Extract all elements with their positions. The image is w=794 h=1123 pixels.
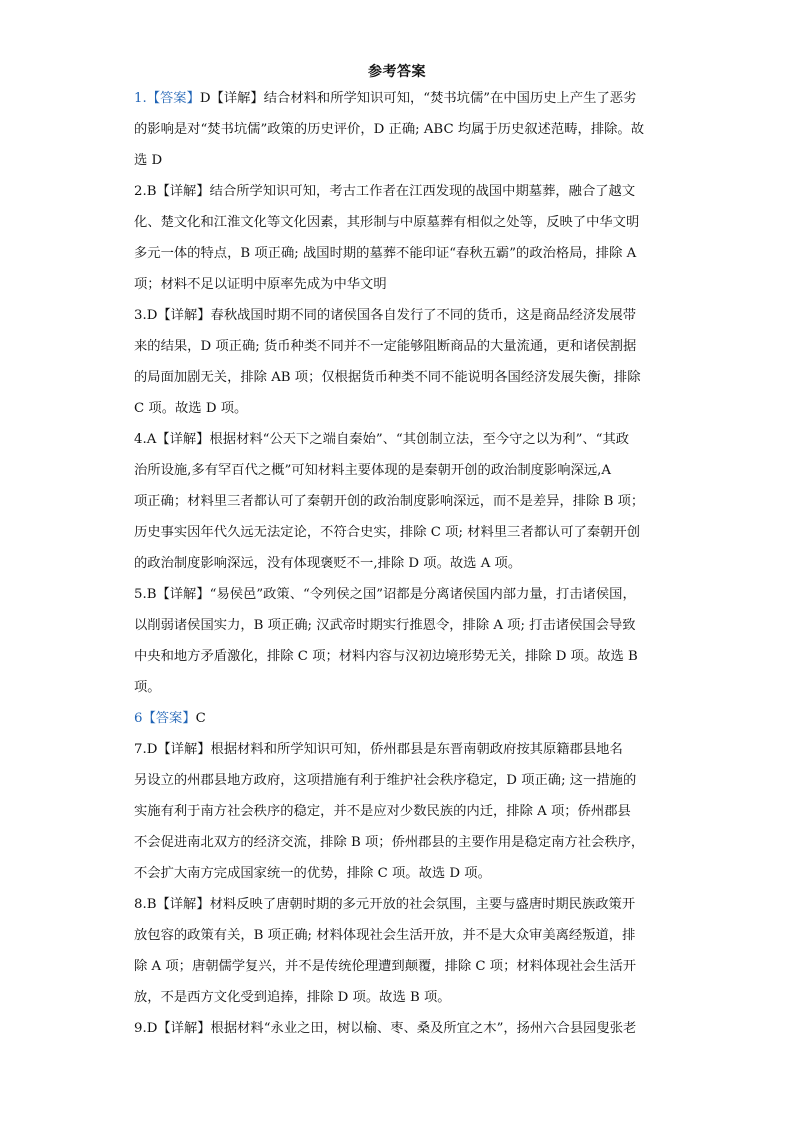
answer-text: 以削弱诸侯国实力，B 项正确; 汉武帝时期实行推恩令，排除 A 项; 打击诸侯国会导致 bbox=[134, 618, 636, 633]
answer-text: 放包容的政策有关，B 项正确; 材料体现社会生活开放，并不是大众审美离经叛道，排 bbox=[134, 928, 636, 943]
answer-text: A【详解】根据材料“公天下之端自秦始”、“其创制立法，至今守之以为利”、“其政 bbox=[146, 432, 630, 447]
answer-line bbox=[134, 242, 664, 273]
page-title: 参考答案 bbox=[368, 64, 426, 80]
answer-text: 放，不是西方文化受到追捧，排除 D 项。故选 B 项。 bbox=[134, 990, 451, 1005]
answer-text: 项。 bbox=[134, 680, 161, 695]
answer-line bbox=[134, 583, 664, 614]
answer-line bbox=[134, 459, 664, 490]
answer-text: B【详解】“易侯邑”政策、“令列侯之国”诏都是分离诸侯国内部力量，打击诸侯国， bbox=[146, 587, 636, 602]
answer-line bbox=[134, 645, 664, 676]
question-number: 4. bbox=[134, 432, 147, 447]
answer-text: 项正确；材料里三者都认可了秦朝开创的政治制度影响深远，而不是差异，排除 B 项； bbox=[134, 494, 645, 509]
answer-text: 来的结果，D 项正确; 货币种类不同并不一定能够阻断商品的大量流通，更和诸侯割据 bbox=[134, 339, 637, 354]
answer-text: C 项。故选 D 项。 bbox=[134, 401, 248, 416]
answer-line bbox=[134, 149, 664, 180]
answer-tag: 【答案】 bbox=[142, 711, 196, 726]
answer-line bbox=[134, 924, 664, 955]
answer-line bbox=[134, 366, 664, 397]
answer-line bbox=[134, 738, 664, 769]
answer-line bbox=[134, 955, 664, 986]
answer-line bbox=[134, 676, 664, 707]
question-number: 2. bbox=[134, 184, 147, 199]
answer-line bbox=[134, 428, 664, 459]
answer-line bbox=[134, 1017, 664, 1048]
answer-line bbox=[134, 614, 664, 645]
question-number: 7. bbox=[134, 742, 147, 757]
answer-line bbox=[134, 707, 664, 738]
question-number: 5. bbox=[134, 587, 147, 602]
answer-text: D【详解】结合材料和所学知识可知，“焚书坑儒”在中国历史上产生了恶劣 bbox=[199, 91, 637, 106]
answer-line bbox=[134, 862, 664, 893]
question-number: 8. bbox=[134, 897, 147, 912]
answer-line bbox=[134, 304, 664, 335]
answer-text: 化、楚文化和江淮文化等文化因素，其形制与中原墓葬有相似之处等，反映了中华文明 bbox=[134, 215, 640, 230]
answer-line bbox=[134, 211, 664, 242]
answer-line bbox=[134, 986, 664, 1017]
answer-text: D【详解】根据材料和所学知识可知，侨州郡县是东晋南朝政府按其原籍郡县地名 bbox=[146, 742, 623, 757]
answer-list bbox=[134, 87, 664, 1048]
answer-line bbox=[134, 769, 664, 800]
answer-text: 项；材料不足以证明中原率先成为中华文明 bbox=[134, 277, 387, 292]
answer-text: 的影响是对“焚书坑儒”政策的历史评价，D 正确; ABC 均属于历史叙述范畴，排除。故 bbox=[134, 122, 645, 137]
answer-line bbox=[134, 552, 664, 583]
answer-text: 不会扩大南方完成国家统一的优势，排除 C 项。故选 D 项。 bbox=[134, 866, 491, 881]
answer-line bbox=[134, 180, 664, 211]
answer-line bbox=[134, 87, 664, 118]
answer-text: 选 D bbox=[134, 153, 163, 168]
answer-text: 的政治制度影响深远，没有体现褒贬不一,排除 D 项。故选 A 项。 bbox=[134, 556, 522, 571]
answer-text: 中央和地方矛盾激化，排除 C 项；材料内容与汉初边境形势无关，排除 D 项。故选 B bbox=[134, 649, 638, 664]
answer-text: B【详解】结合所学知识可知，考古工作者在江西发现的战国中期墓葬，融合了越文 bbox=[146, 184, 636, 199]
answer-line bbox=[134, 831, 664, 862]
answer-line bbox=[134, 273, 664, 304]
answer-line bbox=[134, 490, 664, 521]
answer-text: 实施有利于南方社会秩序的稳定，并不是应对少数民族的内迁，排除 A 项；侨州郡县 bbox=[134, 804, 631, 819]
answer-tag: 【答案】 bbox=[146, 91, 200, 106]
answer-text: 历史事实因年代久远无法定论，不符合史实，排除 C 项; 材料里三者都认可了秦朝开创 bbox=[134, 525, 641, 540]
answer-text: C bbox=[195, 711, 206, 726]
answer-line bbox=[134, 800, 664, 831]
answer-line bbox=[134, 118, 664, 149]
answer-text: 另设立的州郡县地方政府，这项措施有利于维护社会秩序稳定，D 项正确; 这一措施的 bbox=[134, 773, 637, 788]
answer-text: 多元一体的特点，B 项正确; 战国时期的墓葬不能印证“春秋五霸”的政治格局，排除 A bbox=[134, 246, 637, 261]
answer-text: D【详解】春秋战国时期不同的诸侯国各自发行了不同的货币，这是商品经济发展带 bbox=[146, 308, 637, 323]
answer-text: 治所设施,多有罕百代之概”可知材料主要体现的是秦朝开创的政治制度影响深远,A bbox=[134, 463, 611, 478]
question-number: 9. bbox=[134, 1021, 147, 1036]
answer-text: 除 A 项；唐朝儒学复兴，并不是传统伦理遭到颠覆，排除 C 项；材料体现社会生活开 bbox=[134, 959, 637, 974]
answer-text: 的局面加剧无关，排除 AB 项；仅根据货币种类不同不能说明各国经济发展失衡，排除 bbox=[134, 370, 641, 385]
answer-text: B【详解】材料反映了唐朝时期的多元开放的社会氛围，主要与盛唐时期民族政策开 bbox=[146, 897, 636, 912]
answer-line bbox=[134, 335, 664, 366]
answer-text: 不会促进南北双方的经济交流，排除 B 项；侨州郡县的主要作用是稳定南方社会秩序， bbox=[134, 835, 645, 850]
answer-text: D【详解】根据材料“永业之田，树以榆、枣、桑及所宜之木”，扬州六合县园叟张老 bbox=[146, 1021, 637, 1036]
answer-line bbox=[134, 521, 664, 552]
answer-line bbox=[134, 397, 664, 428]
question-number: 3. bbox=[134, 308, 147, 323]
question-number: 6 bbox=[134, 711, 143, 726]
answer-line bbox=[134, 893, 664, 924]
question-number: 1. bbox=[134, 91, 147, 106]
